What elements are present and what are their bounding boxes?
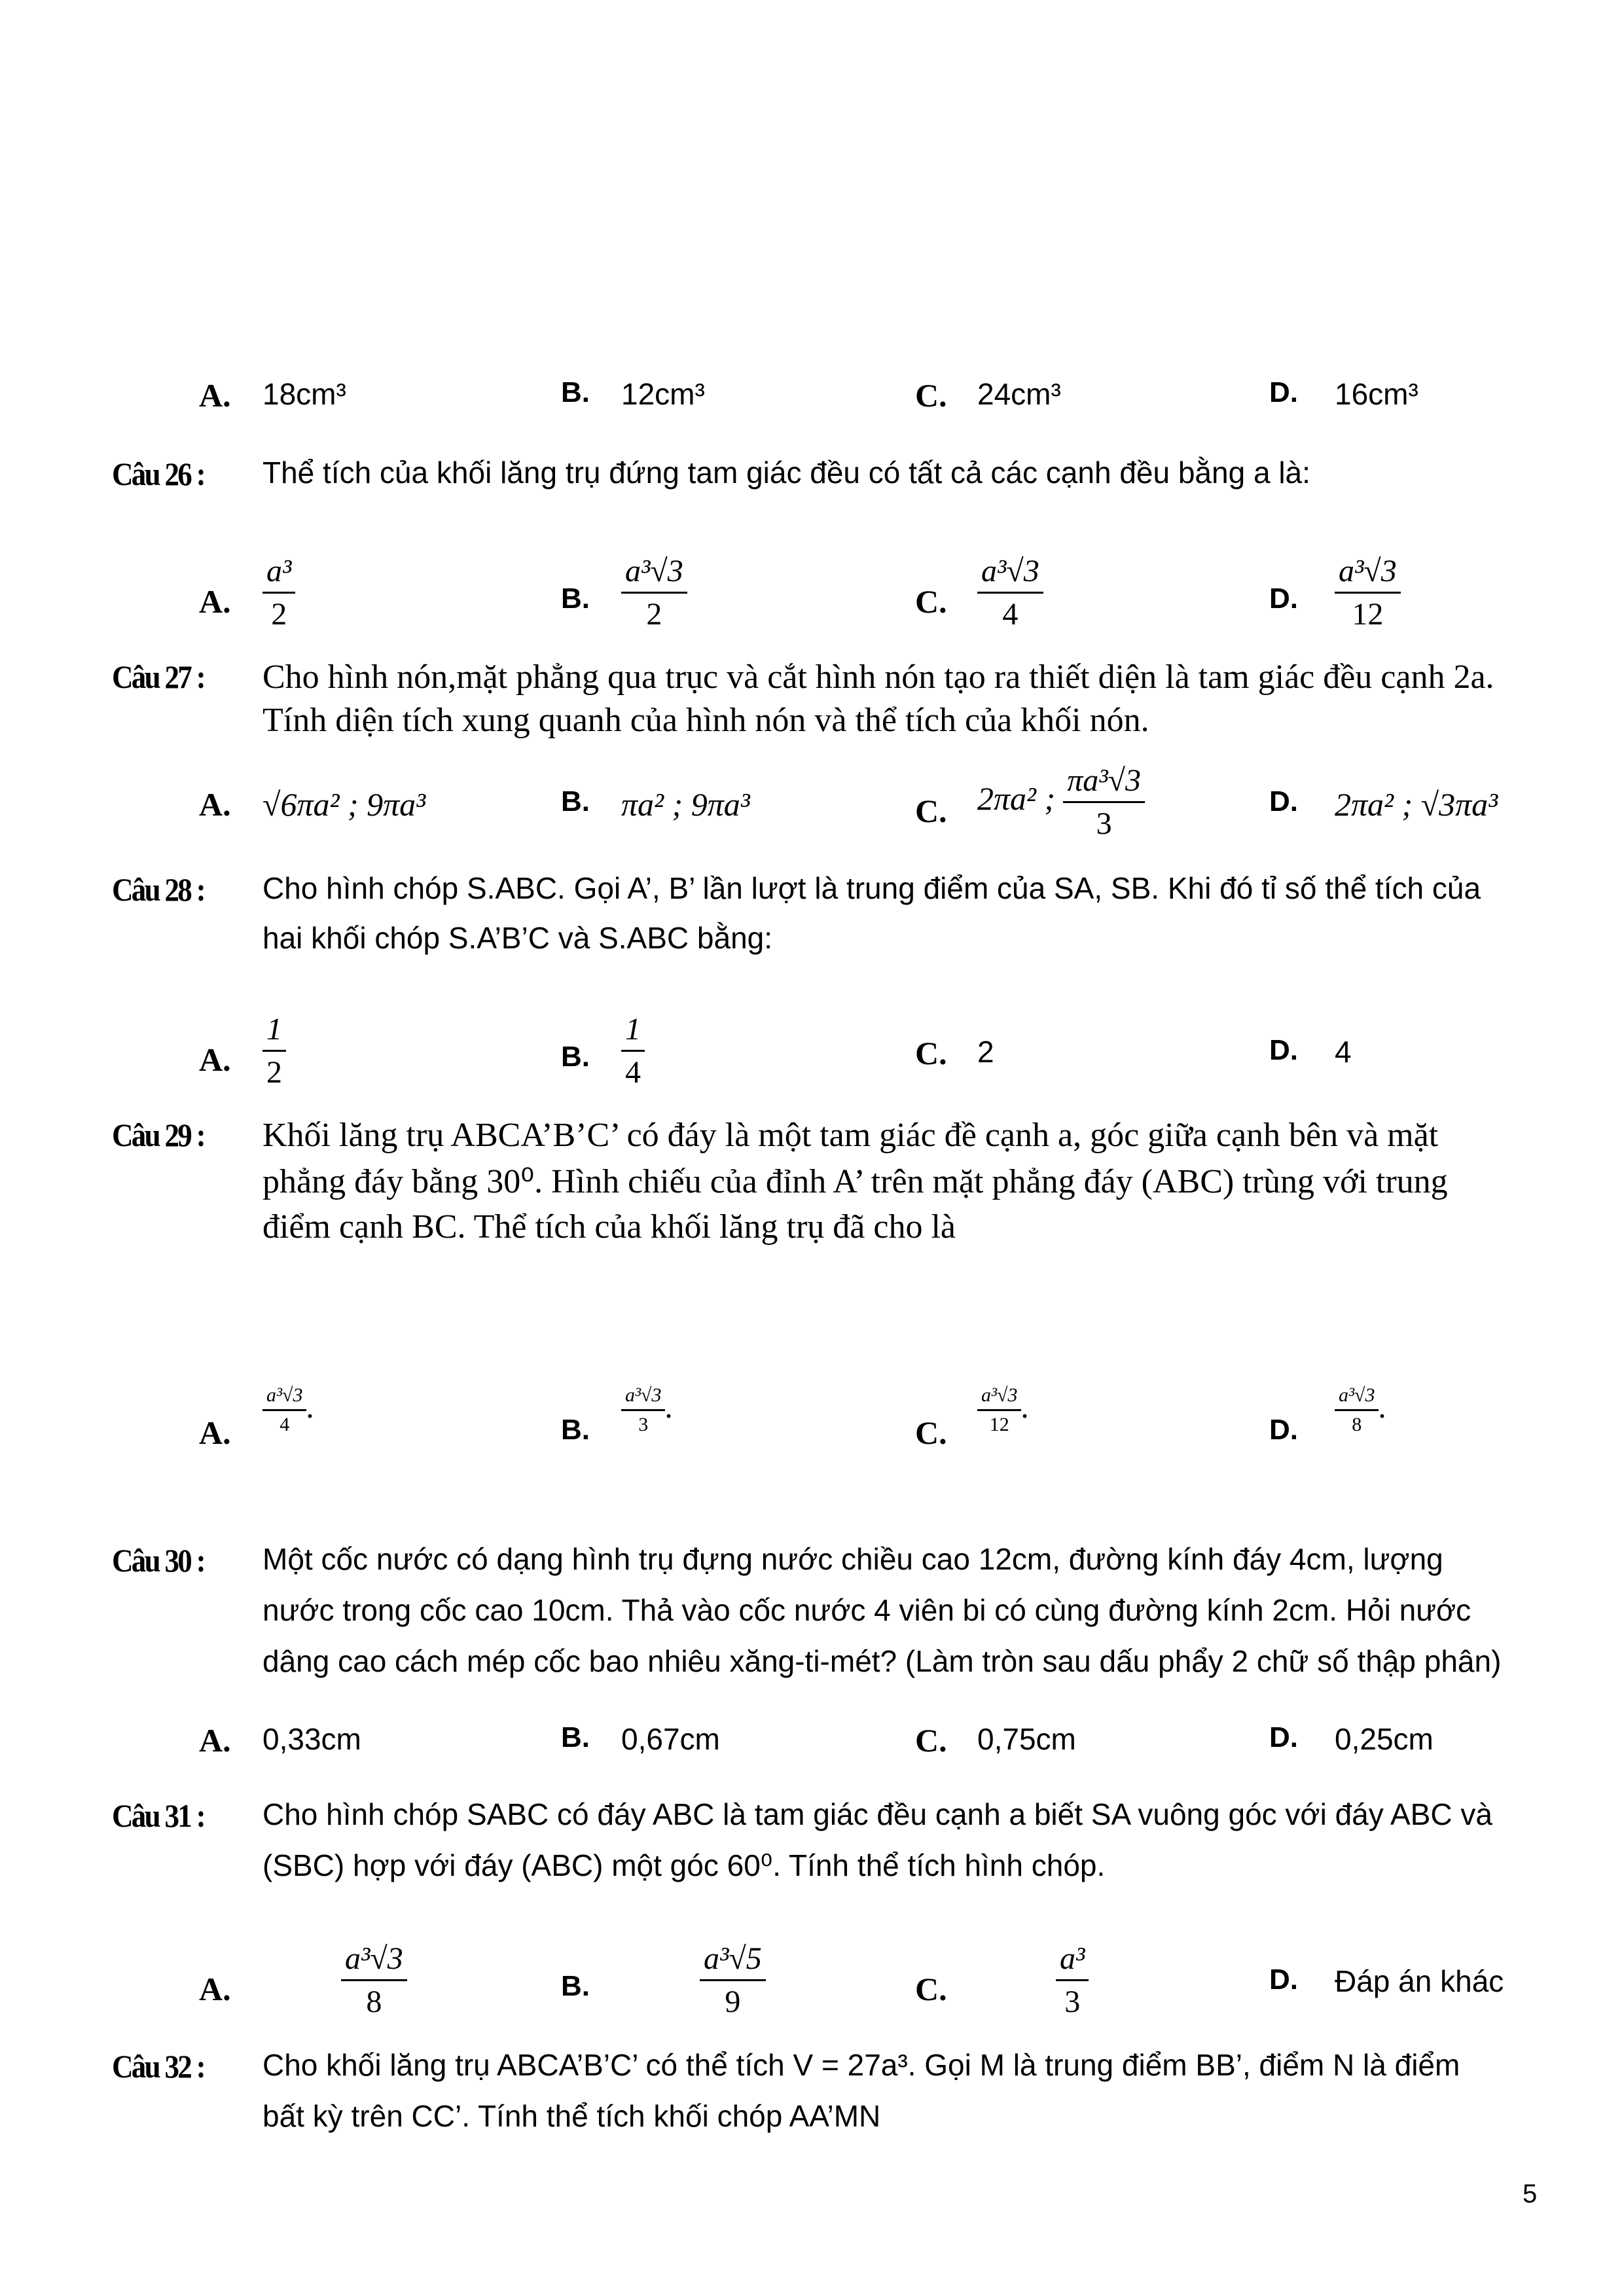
option-text: 0,25cm: [1335, 1722, 1434, 1756]
option-label[interactable]: A.: [199, 583, 231, 620]
question-text-line: dâng cao cách mép cốc bao nhiêu xăng-ti-mét? (Làm tròn sau dấu phẩy 2 chữ số thập phân): [262, 1644, 1502, 1678]
option-label[interactable]: C.: [915, 1971, 947, 2007]
fraction-denominator: 3: [1064, 1984, 1081, 2019]
question-label: Câu 30 :: [112, 1542, 204, 1579]
option-value[interactable]: [621, 1384, 674, 1436]
option-text: πa² ; 9πa³: [621, 786, 750, 823]
option-suffix: .: [1021, 1388, 1030, 1425]
fraction-denominator: 8: [366, 1984, 382, 2019]
option-label[interactable]: A.: [199, 1722, 231, 1759]
option-text: √6πa² ; 9πa³: [262, 786, 426, 823]
option-value[interactable]: [621, 376, 705, 412]
fraction-numerator: 1: [262, 1011, 286, 1052]
option-label[interactable]: B.: [561, 785, 590, 817]
question-text-line: Cho hình chóp S.ABC. Gọi A’, B’ lần lượt là trung điểm của SA, SB. Khi đó tỉ số thể tích của: [262, 871, 1481, 905]
option-value[interactable]: [977, 553, 1043, 632]
option-value[interactable]: [1335, 1384, 1387, 1436]
option-value[interactable]: [621, 1011, 645, 1090]
question-text-line: Tính diện tích xung quanh của hình nón và thể tích của khối nón.: [262, 702, 1149, 739]
option-label[interactable]: A.: [199, 1414, 231, 1451]
question-text-line: Cho hình nón,mặt phẳng qua trục và cắt hình nón tạo ra thiết diện là tam giác đều cạnh 2a.: [262, 658, 1494, 696]
fraction-denominator: 8: [1352, 1414, 1362, 1435]
fraction-numerator: a³√3: [977, 553, 1043, 594]
fraction-denominator: 12: [1352, 597, 1384, 632]
question-label: Câu 31 :: [112, 1797, 204, 1834]
option-value[interactable]: [977, 1034, 994, 1069]
option-value[interactable]: [977, 1721, 1076, 1757]
fraction-numerator: a³√3: [1335, 553, 1401, 594]
fraction: [262, 1011, 286, 1090]
option-value[interactable]: [621, 553, 687, 632]
fraction: [621, 553, 687, 632]
option-text: 18cm³: [262, 377, 346, 411]
fraction-denominator: 4: [280, 1414, 290, 1435]
fraction-numerator: a³: [1056, 1941, 1089, 1981]
fraction: [1056, 1941, 1089, 2020]
fraction-denominator: 4: [625, 1055, 641, 1090]
fraction: [1063, 762, 1145, 842]
question-text-line: Cho hình chóp SABC có đáy ABC là tam giác đều cạnh a biết SA vuông góc với đáy ABC và: [262, 1797, 1492, 1831]
option-label[interactable]: C.: [915, 1722, 947, 1759]
question-label: Câu 26 :: [112, 456, 204, 492]
fraction-numerator: a³√3: [621, 553, 687, 594]
question-text-line: điểm cạnh BC. Thể tích của khối lăng trụ đã cho là: [262, 1208, 956, 1246]
option-text: 4: [1335, 1035, 1352, 1069]
option-label[interactable]: D.: [1269, 785, 1298, 817]
option-text: 24cm³: [977, 377, 1061, 411]
option-label[interactable]: B.: [561, 1041, 590, 1073]
question-text-line: Thể tích của khối lăng trụ đứng tam giác đều có tất cả các cạnh đều bằng a là:: [262, 456, 1310, 490]
fraction-numerator: a³: [262, 553, 295, 594]
fraction: [621, 1011, 645, 1090]
option-label[interactable]: C.: [915, 793, 947, 829]
option-value[interactable]: [1335, 1721, 1434, 1757]
fraction-numerator: a³√5: [700, 1941, 766, 1981]
question-label: Câu 27 :: [112, 658, 204, 695]
fraction-numerator: a³√3: [262, 1384, 306, 1411]
fraction-denominator: 12: [989, 1414, 1009, 1435]
question-text-line: nước trong cốc cao 10cm. Thả vào cốc nước 4 viên bi có cùng đường kính 2cm. Hỏi nước: [262, 1593, 1471, 1627]
option-label[interactable]: B.: [561, 376, 590, 408]
question-text-line: (SBC) hợp với đáy (ABC) một góc 60⁰. Tính thể tích hình chóp.: [262, 1848, 1106, 1882]
option-label[interactable]: A.: [199, 377, 231, 414]
fraction-numerator: πa³√3: [1063, 762, 1145, 803]
option-value[interactable]: [1335, 376, 1418, 412]
option-text: 2: [977, 1035, 994, 1069]
option-text: Đáp án khác: [1335, 1964, 1504, 1998]
fraction: [977, 1384, 1021, 1436]
option-label[interactable]: C.: [915, 583, 947, 620]
page-number: 5: [1523, 2179, 1538, 2208]
fraction: [262, 1384, 306, 1436]
option-label[interactable]: C.: [915, 377, 947, 414]
fraction-denominator: 3: [638, 1414, 649, 1435]
option-value[interactable]: [977, 1384, 1030, 1436]
option-label[interactable]: B.: [561, 1970, 590, 2002]
option-value[interactable]: [1056, 1941, 1089, 2020]
fraction-denominator: 2: [271, 597, 287, 632]
option-text: 2πa² ;: [977, 780, 1056, 817]
fraction-denominator: 4: [1002, 597, 1019, 632]
option-value[interactable]: [1335, 785, 1498, 823]
option-text: 0,67cm: [621, 1722, 720, 1756]
option-label[interactable]: C.: [915, 1414, 947, 1451]
option-value[interactable]: [1335, 1964, 1504, 1999]
option-text: 0,75cm: [977, 1722, 1076, 1756]
question-text-line: bất kỳ trên CC’. Tính thể tích khối chóp AA’MN: [262, 2099, 881, 2133]
option-value[interactable]: [977, 762, 1145, 842]
fraction-numerator: a³√3: [621, 1384, 665, 1411]
option-value[interactable]: [700, 1941, 766, 2020]
question-text-line: Cho khối lăng trụ ABCA’B’C’ có thể tích V = 27a³. Gọi M là trung điểm BB’, điểm N là điểm: [262, 2048, 1460, 2082]
fraction-denominator: 9: [725, 1984, 741, 2019]
fraction-denominator: 3: [1096, 806, 1112, 841]
option-value[interactable]: [621, 785, 750, 823]
fraction-numerator: a³√3: [341, 1941, 407, 1981]
option-text: 16cm³: [1335, 377, 1418, 411]
option-value[interactable]: [977, 376, 1061, 412]
question-text-line: phẳng đáy bằng 30⁰. Hình chiếu của đỉnh A’ trên mặt phẳng đáy (ABC) trùng với trung: [262, 1163, 1448, 1200]
fraction-numerator: 1: [621, 1011, 645, 1052]
question-label: Câu 29 :: [112, 1117, 204, 1153]
option-text: 0,33cm: [262, 1722, 361, 1756]
option-label[interactable]: D.: [1269, 1034, 1298, 1066]
question-label: Câu 32 :: [112, 2048, 204, 2085]
option-label[interactable]: B.: [561, 583, 590, 615]
option-value[interactable]: [621, 1721, 720, 1757]
option-value[interactable]: [262, 376, 346, 412]
option-label[interactable]: D.: [1269, 1721, 1298, 1753]
question-label: Câu 28 :: [112, 871, 204, 908]
option-value[interactable]: [341, 1941, 407, 2020]
option-suffix: .: [306, 1388, 315, 1425]
option-value[interactable]: [262, 1721, 361, 1757]
question-text-line: Một cốc nước có dạng hình trụ đựng nước chiều cao 12cm, đường kính đáy 4cm, lượng: [262, 1542, 1443, 1576]
option-label[interactable]: C.: [915, 1035, 947, 1071]
fraction-denominator: 2: [646, 597, 662, 632]
option-label[interactable]: A.: [199, 786, 231, 823]
option-label[interactable]: D.: [1269, 376, 1298, 408]
option-label[interactable]: D.: [1269, 1964, 1298, 1996]
option-value[interactable]: [1335, 1034, 1352, 1069]
question-text-line: hai khối chóp S.A’B’C và S.ABC bằng:: [262, 921, 773, 955]
fraction: [700, 1941, 766, 2020]
option-label[interactable]: B.: [561, 1721, 590, 1753]
fraction: [1335, 1384, 1379, 1436]
option-suffix: .: [665, 1388, 674, 1425]
option-value[interactable]: [262, 1011, 286, 1090]
fraction: [621, 1384, 665, 1436]
fraction-denominator: 2: [266, 1055, 282, 1090]
option-label[interactable]: D.: [1269, 583, 1298, 615]
option-value[interactable]: [262, 785, 425, 823]
option-text: 12cm³: [621, 377, 705, 411]
option-value[interactable]: [262, 1384, 315, 1436]
fraction-numerator: a³√3: [977, 1384, 1021, 1411]
fraction: [262, 553, 295, 632]
option-text: 2πa² ; √3πa³: [1335, 786, 1498, 823]
option-suffix: .: [1379, 1388, 1387, 1425]
option-value[interactable]: [262, 553, 295, 632]
fraction: [1335, 553, 1401, 632]
option-label[interactable]: A.: [199, 1041, 231, 1078]
question-text-line: Khối lăng trụ ABCA’B’C’ có đáy là một tam giác đề cạnh a, góc giữa cạnh bên và mặt: [262, 1117, 1439, 1154]
fraction: [977, 553, 1043, 632]
fraction: [341, 1941, 407, 2020]
fraction-numerator: a³√3: [1335, 1384, 1379, 1411]
option-label[interactable]: D.: [1269, 1414, 1298, 1446]
option-label[interactable]: B.: [561, 1414, 590, 1446]
option-label[interactable]: A.: [199, 1971, 231, 2007]
option-value[interactable]: [1335, 553, 1401, 632]
